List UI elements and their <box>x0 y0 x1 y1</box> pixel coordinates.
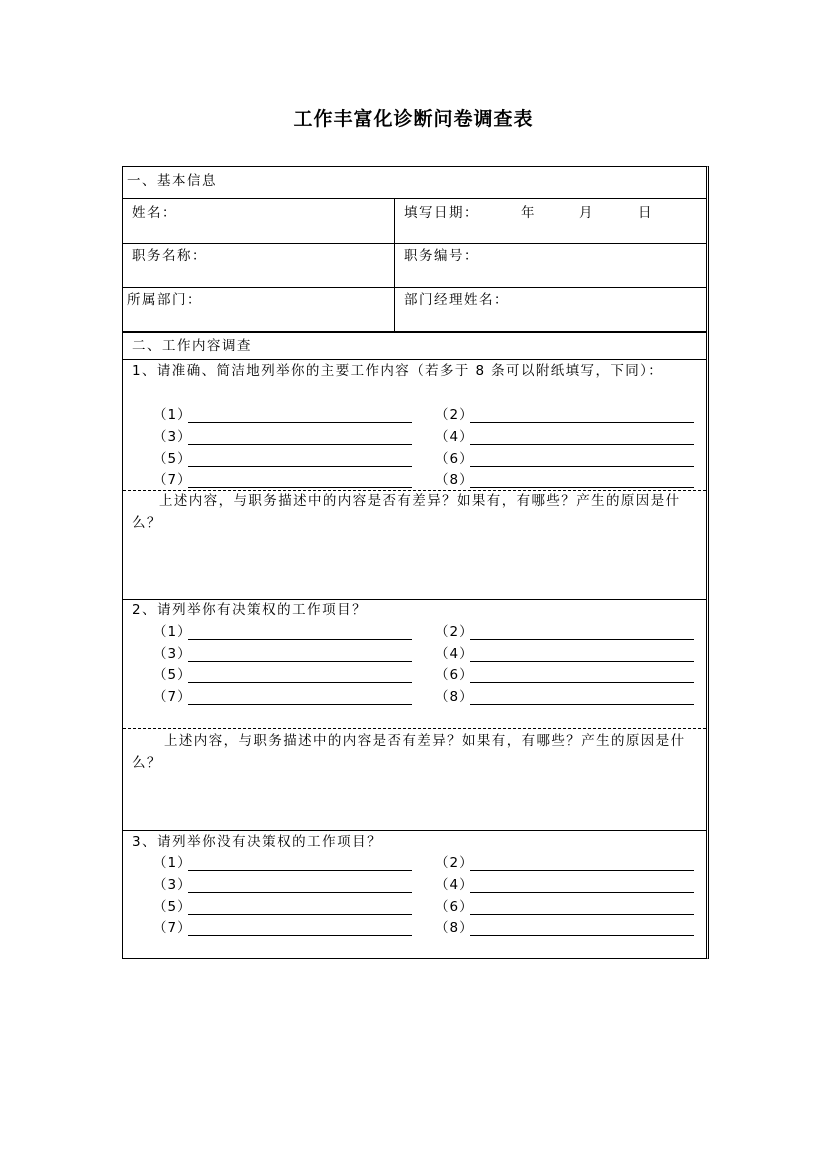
q2-item-4[interactable] <box>435 645 697 663</box>
item-number: （5） <box>153 899 192 915</box>
q2-item-2[interactable] <box>435 623 697 641</box>
q3-item-5[interactable] <box>153 898 415 916</box>
section2-heading: 二、工作内容调查 <box>132 338 252 354</box>
year-label: 年 <box>521 205 536 221</box>
item-number: （5） <box>153 667 192 683</box>
q2-item-1[interactable] <box>153 623 415 641</box>
q2-item-6[interactable] <box>435 666 697 684</box>
dashed-divider <box>123 728 706 729</box>
item-number: （3） <box>153 429 192 445</box>
answer-line <box>470 422 694 423</box>
q3-item-4[interactable] <box>435 876 697 894</box>
page-title: 工作丰富化诊断问卷调查表 <box>293 108 534 130</box>
q2-item-3[interactable] <box>153 645 415 663</box>
answer-line <box>470 892 694 893</box>
answer-line <box>188 422 412 423</box>
answer-line <box>188 661 412 662</box>
answer-line <box>188 870 412 871</box>
item-number: （4） <box>435 646 474 662</box>
manager-label: 部门经理姓名： <box>404 292 509 308</box>
item-number: （7） <box>153 472 192 488</box>
item-number: （4） <box>435 877 474 893</box>
answer-line <box>188 935 412 936</box>
item-number: （2） <box>435 624 474 640</box>
item-number: （4） <box>435 429 474 445</box>
date-label: 填写日期： <box>404 205 479 221</box>
answer-line <box>188 466 412 467</box>
item-number: （2） <box>435 855 474 871</box>
day-label: 日 <box>638 205 653 221</box>
answer-line <box>470 935 694 936</box>
item-number: （1） <box>153 624 192 640</box>
answer-line <box>470 487 694 488</box>
answer-line <box>188 487 412 488</box>
q1-item-6[interactable] <box>435 450 697 468</box>
item-number: （8） <box>435 472 474 488</box>
item-number: （6） <box>435 667 474 683</box>
q3-item-3[interactable] <box>153 876 415 894</box>
item-number: （5） <box>153 451 192 467</box>
divider <box>123 243 706 244</box>
divider <box>123 198 706 199</box>
answer-line <box>470 704 694 705</box>
answer-line <box>188 444 412 445</box>
q2-item-7[interactable] <box>153 688 415 706</box>
job-title-label: 职务名称： <box>132 248 207 264</box>
answer-line <box>470 914 694 915</box>
q3-item-1[interactable] <box>153 854 415 872</box>
answer-line <box>470 870 694 871</box>
q1-item-3[interactable] <box>153 428 415 446</box>
q1-item-4[interactable] <box>435 428 697 446</box>
q3-item-6[interactable] <box>435 898 697 916</box>
question-3: 3、请列举你没有决策权的工作项目？ <box>132 834 383 850</box>
answer-line <box>188 892 412 893</box>
section1-heading: 一、基本信息 <box>127 173 217 189</box>
answer-line <box>188 682 412 683</box>
q2-item-5[interactable] <box>153 666 415 684</box>
item-number: （6） <box>435 899 474 915</box>
question-2-followup: 上述内容，与职务描述中的内容是否有差异？如果有，有哪些？产生的原因是什么？ <box>132 733 686 771</box>
q2-item-8[interactable] <box>435 688 697 706</box>
item-number: （1） <box>153 407 192 423</box>
divider <box>123 599 706 600</box>
item-number: （1） <box>153 855 192 871</box>
divider <box>123 830 706 831</box>
item-number: （2） <box>435 407 474 423</box>
answer-line <box>470 682 694 683</box>
job-number-label: 职务编号： <box>404 248 479 264</box>
column-divider <box>394 198 395 331</box>
answer-line <box>188 914 412 915</box>
answer-line <box>470 466 694 467</box>
q1-item-8[interactable] <box>435 471 697 489</box>
question-1: 1、请准确、简洁地列举你的主要工作内容（若多于 8 条可以附纸填写，下同）： <box>132 363 664 379</box>
answer-line <box>470 444 694 445</box>
item-number: （8） <box>435 920 474 936</box>
q1-item-1[interactable] <box>153 406 415 424</box>
section-divider <box>123 331 706 333</box>
q1-item-7[interactable] <box>153 471 415 489</box>
q1-item-2[interactable] <box>435 406 697 424</box>
item-number: （3） <box>153 877 192 893</box>
divider <box>123 287 706 288</box>
month-label: 月 <box>579 205 594 221</box>
q1-item-5[interactable] <box>153 450 415 468</box>
item-number: （3） <box>153 646 192 662</box>
answer-line <box>188 639 412 640</box>
department-label: 所属部门： <box>127 292 202 308</box>
answer-line <box>470 661 694 662</box>
item-number: （7） <box>153 920 192 936</box>
item-number: （6） <box>435 451 474 467</box>
name-label: 姓名： <box>132 205 177 221</box>
q3-item-2[interactable] <box>435 854 697 872</box>
questionnaire-form <box>122 166 709 959</box>
answer-line <box>470 639 694 640</box>
question-1-followup: 上述内容，与职务描述中的内容是否有差异？如果有，有哪些？产生的原因是什么？ <box>132 493 681 531</box>
q3-item-7[interactable] <box>153 919 415 937</box>
q3-item-8[interactable] <box>435 919 697 937</box>
item-number: （8） <box>435 689 474 705</box>
item-number: （7） <box>153 689 192 705</box>
question-2: 2、请列举你有决策权的工作项目？ <box>132 602 368 618</box>
answer-line <box>188 704 412 705</box>
